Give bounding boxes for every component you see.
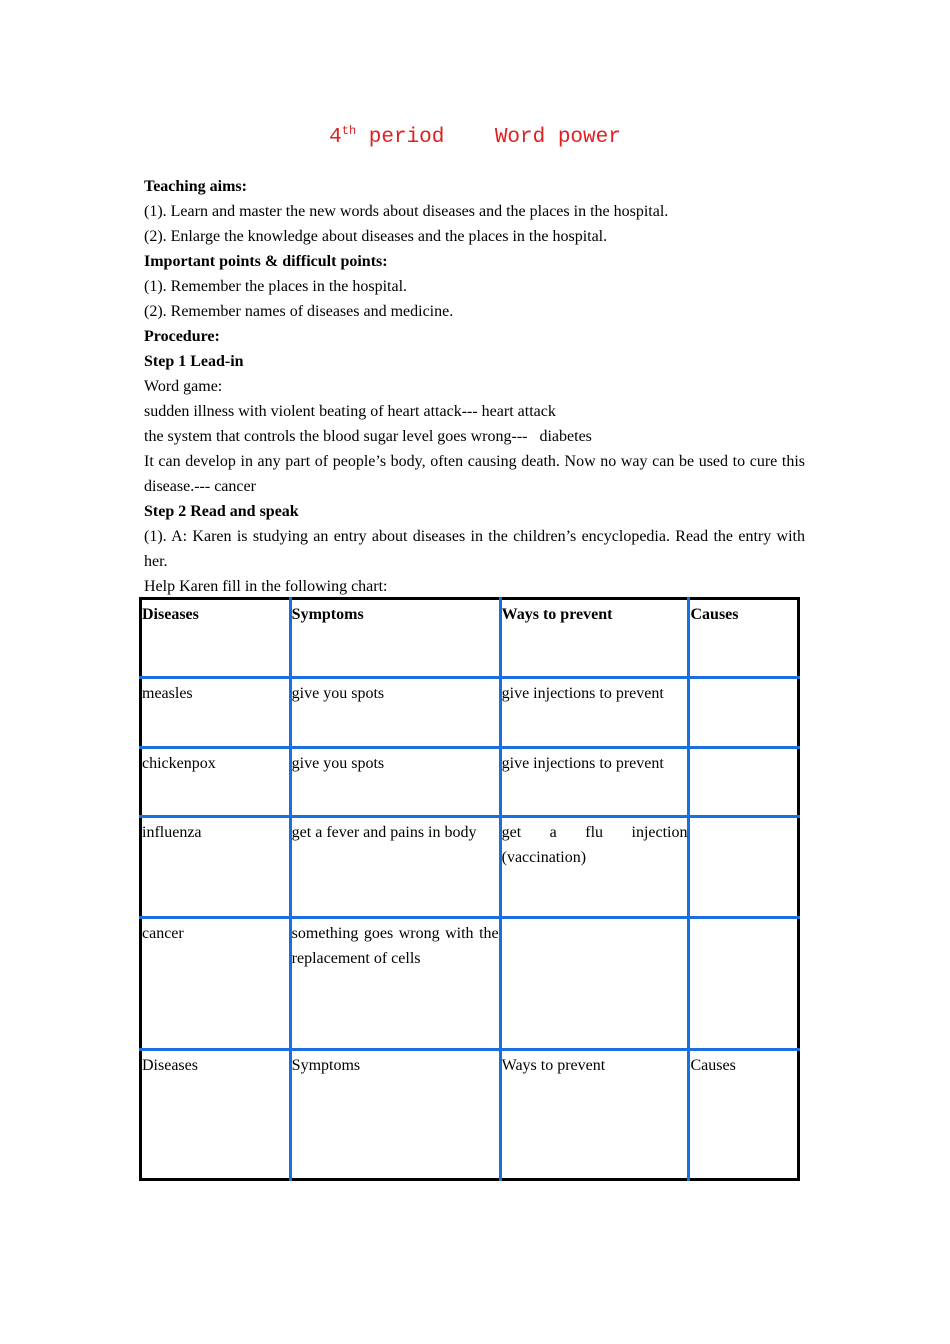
point-1: (1). Remember the places in the hospital.	[144, 278, 408, 295]
cell-prevention: give injections to prevent	[500, 678, 689, 747]
points-heading: Important points & difficult points:	[144, 253, 388, 270]
table-row	[141, 917, 799, 1050]
cell-symptom: something goes wrong with the replacement of cells	[290, 917, 500, 1050]
aims-heading: Teaching aims:	[144, 178, 247, 195]
period-word: period	[356, 126, 445, 149]
cell-disease: Diseases	[141, 1050, 291, 1180]
page-title	[0, 124, 950, 152]
aim-2: (2). Enlarge the knowledge about diseases and the places in the hospital.	[144, 228, 608, 245]
cell-disease: chickenpox	[141, 747, 291, 816]
topic-title: Word power	[494, 126, 621, 149]
period-number: 4	[329, 126, 342, 149]
clue-1: sudden illness with violent beating of heart attack--- heart attack	[144, 403, 556, 420]
cell-prevention: get a flu injection (vaccination)	[500, 817, 689, 918]
word-game-label: Word game:	[144, 378, 223, 395]
table-row	[141, 678, 799, 747]
lesson-body	[144, 174, 805, 599]
cell-prevention: Ways to prevent	[500, 1050, 689, 1180]
clue-3: It can develop in any part of people’s body, often causing death. Now no way can be used to cure this disease.--- cancer	[144, 453, 805, 495]
table-row	[141, 817, 799, 918]
cell-prevention	[500, 917, 689, 1050]
cell-disease: measles	[141, 678, 291, 747]
header-causes: Causes	[689, 599, 799, 678]
cell-symptom: give you spots	[290, 747, 500, 816]
header-diseases: Diseases	[141, 599, 291, 678]
period-ordinal-suffix: th	[341, 124, 357, 138]
cell-cause	[689, 678, 799, 747]
aim-1: (1). Learn and master the new words about diseases and the places in the hospital.	[144, 203, 669, 220]
cell-cause	[689, 747, 799, 816]
table-row	[141, 1050, 799, 1180]
help-instruction: Help Karen fill in the following chart:	[144, 578, 388, 595]
cell-symptom: give you spots	[290, 678, 500, 747]
disease-chart	[139, 597, 800, 1181]
header-symptoms: Symptoms	[290, 599, 500, 678]
chart-header-row	[141, 599, 799, 678]
table-row	[141, 747, 799, 816]
header-ways-to-prevent: Ways to prevent	[500, 599, 689, 678]
procedure-heading: Procedure:	[144, 328, 220, 345]
clue-2: the system that controls the blood sugar level goes wrong--- diabetes	[144, 428, 592, 445]
cell-cause	[689, 817, 799, 918]
step1-heading: Step 1 Lead-in	[144, 353, 244, 370]
task-a: (1). A: Karen is studying an entry about diseases in the children’s encyclopedia. Read the entry with her.	[144, 528, 805, 570]
cell-symptom: Symptoms	[290, 1050, 500, 1180]
point-2: (2). Remember names of diseases and medicine.	[144, 303, 454, 320]
cell-disease: cancer	[141, 917, 291, 1050]
title-spacer	[444, 126, 494, 149]
cell-prevention: give injections to prevent	[500, 747, 689, 816]
cell-disease: influenza	[141, 817, 291, 918]
step2-heading: Step 2 Read and speak	[144, 503, 299, 520]
cell-cause: Causes	[690, 1057, 736, 1075]
cell-cause	[689, 917, 799, 1050]
cell-symptom: get a fever and pains in body	[290, 817, 500, 918]
